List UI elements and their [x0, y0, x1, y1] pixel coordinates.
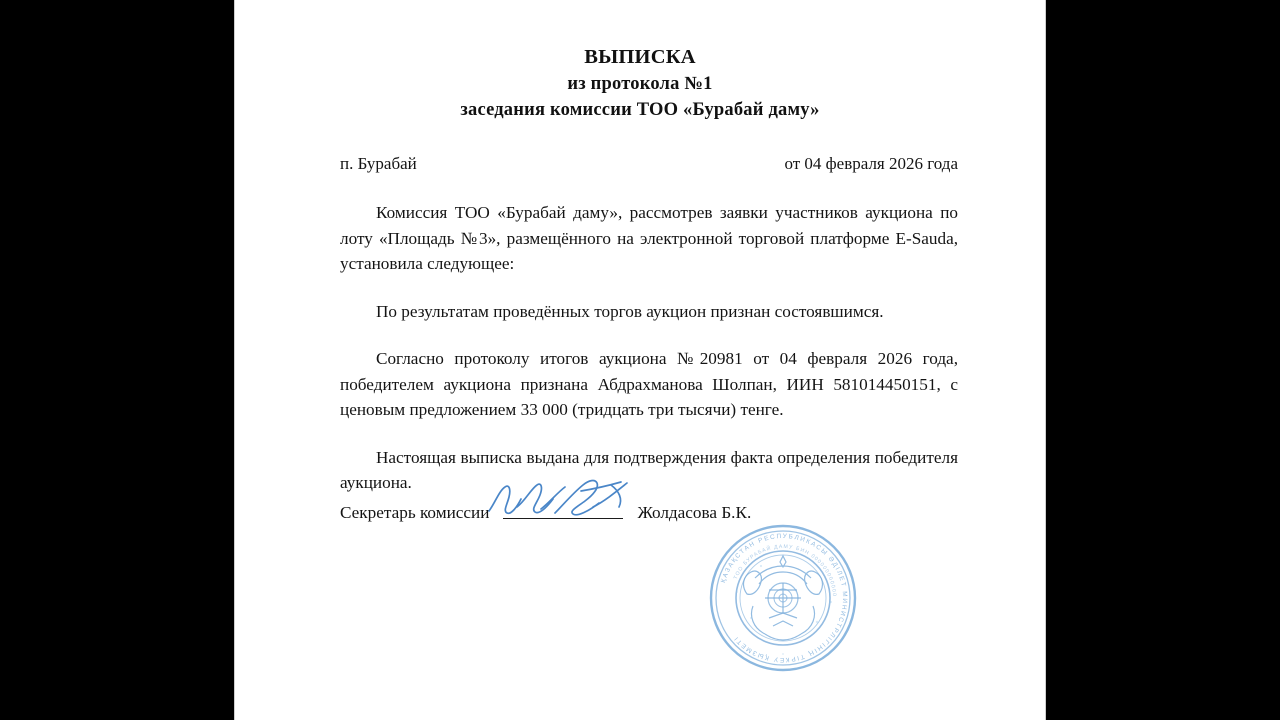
signature-role-label: Секретарь комиссии [340, 503, 490, 522]
signature-row [340, 503, 958, 523]
signature-rule [503, 518, 623, 519]
paragraph-purpose: Настоящая выписка выдана для подтверждения факта определения победителя аукциона. [340, 447, 958, 492]
document-heading [235, 44, 1045, 122]
document-page [235, 0, 1045, 720]
paragraph-intro: Комиссия ТОО «Бурабай даму», рассмотрев заявки участников аукциона по лоту «Площадь №3», размещённого на электронной торговой платформе E-Sauda, установила следующее: [340, 203, 958, 273]
place-text: п. Бурабай [340, 154, 417, 173]
svg-text:ТОО БУРАБАЙ ДАМУ БИН 000000000: ТОО БУРАБАЙ ДАМУ БИН 000000000000 [732, 543, 838, 598]
paragraph-winner: Согласно протоколу итогов аукциона №20981 от 04 февраля 2026 года, победителем аукциона признана Абдрахманова Шолпан, ИИН 581014450151, с ценовым предложением 33 000 (тридцать три тысячи) тенге. [340, 349, 958, 419]
signature-name: Жолдасова Б.К. [637, 503, 752, 522]
paragraph-result: По результатам проведённых торгов аукцион признан состоявшимся. [376, 301, 884, 321]
document-body [235, 200, 1045, 496]
date-text: от 04 февраля 2026 года [784, 154, 958, 173]
place-date-row [235, 154, 1045, 174]
heading-line-2: из протокола №1 [567, 74, 713, 94]
svg-text:ҚАЗАҚСТАН РЕСПУБЛИКАСЫ ӘДІЛЕТ: ҚАЗАҚСТАН РЕСПУБЛИКАСЫ ӘДІЛЕТ МИНИСТРЛІГІНІҢ ТІРКЕУ ҚЫЗМЕТІ [720, 532, 849, 664]
heading-line-3: заседания комиссии ТОО «Бурабай даму» [460, 100, 820, 120]
document-sheet [235, 0, 1045, 720]
official-seal-icon [707, 522, 859, 674]
heading-line-1: ВЫПИСКА [584, 46, 696, 68]
